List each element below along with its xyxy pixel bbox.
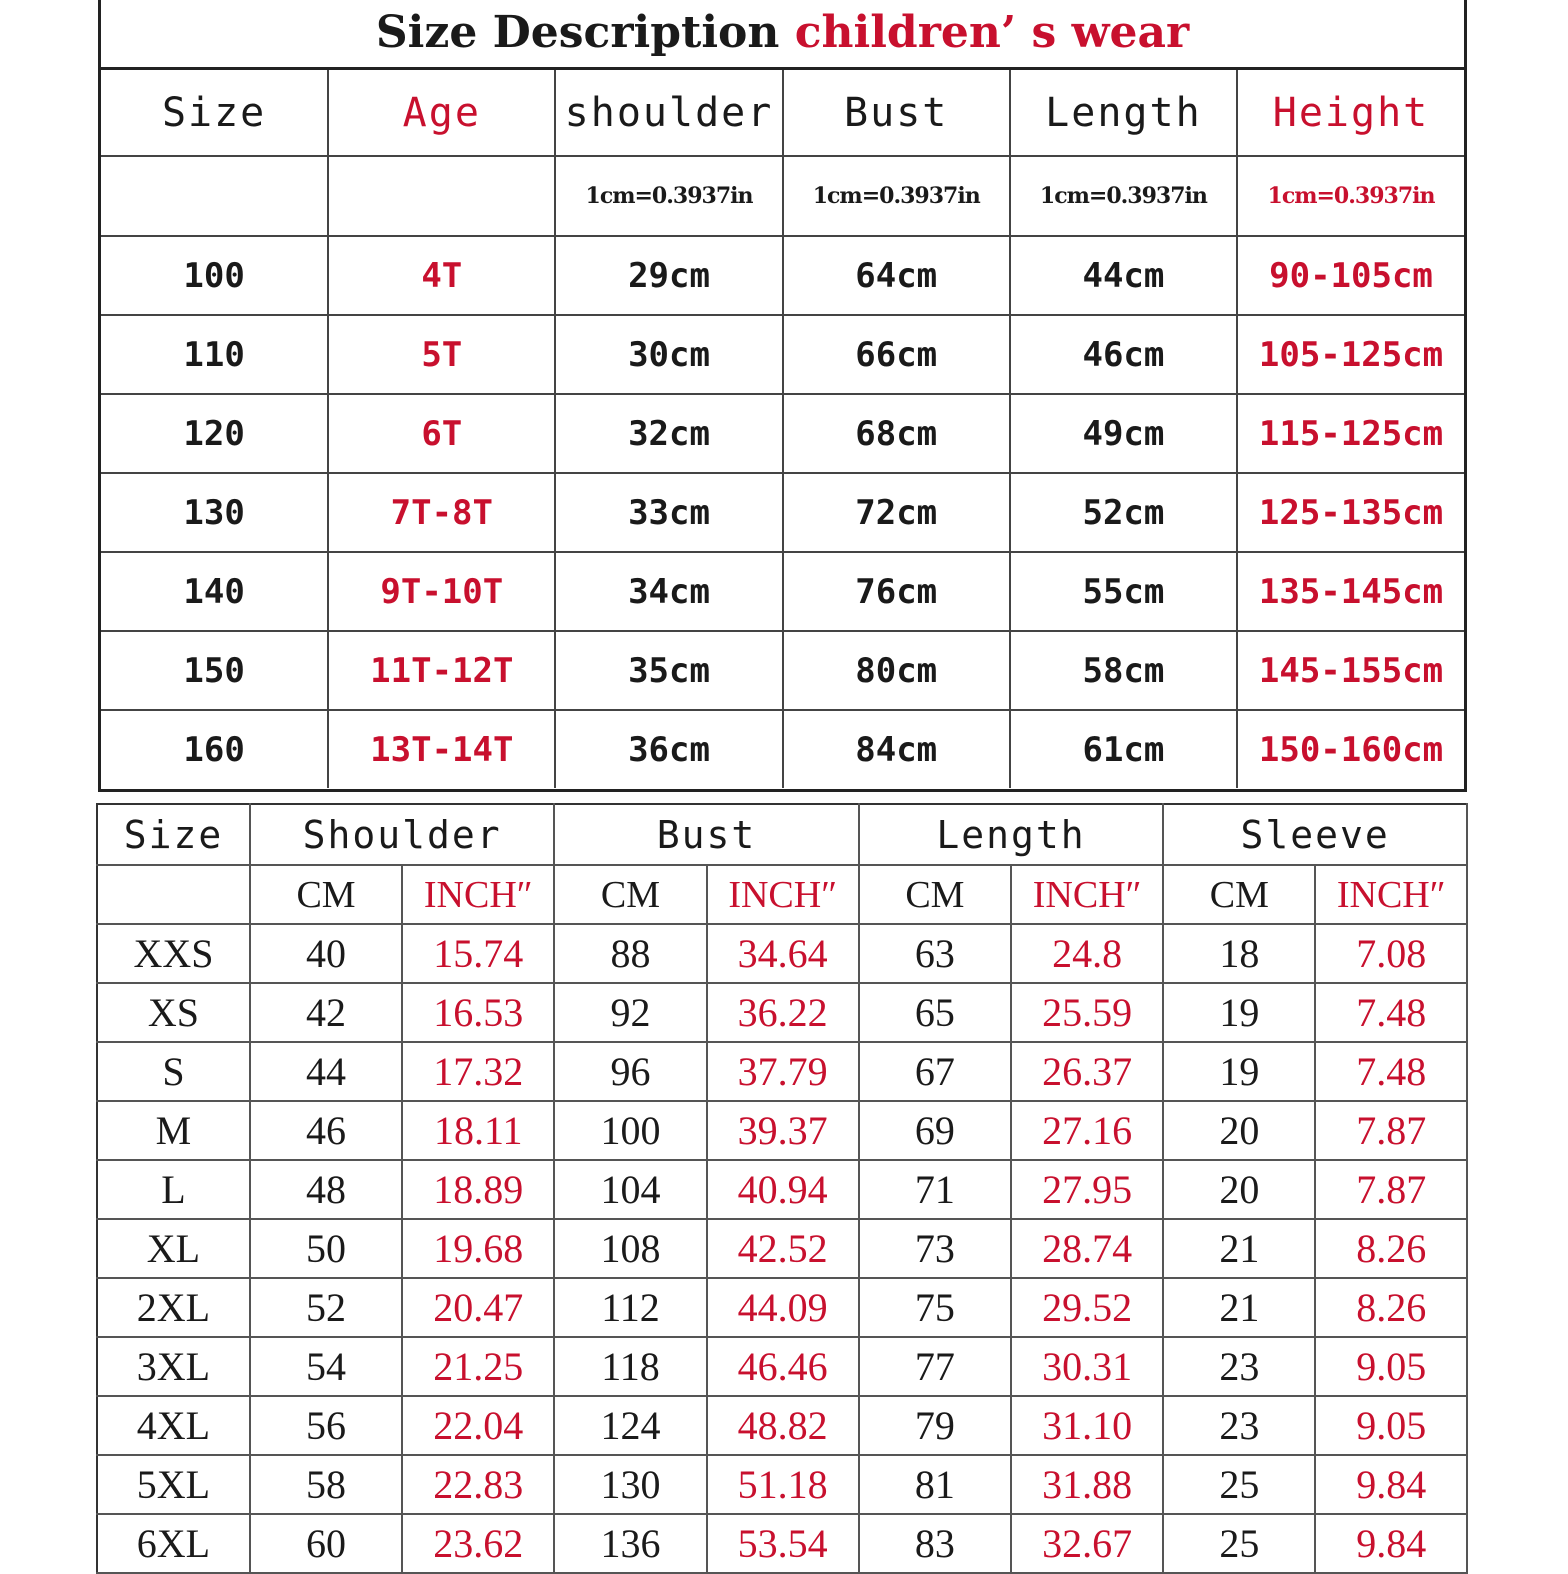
- size-cell: XL: [97, 1219, 250, 1278]
- size-cell: 2XL: [97, 1278, 250, 1337]
- bust-cm-cell: 104: [554, 1160, 706, 1219]
- header-age: Age: [328, 70, 555, 156]
- bust-inch-cell: 46.46: [707, 1337, 859, 1396]
- kids-table-row: [101, 473, 1464, 552]
- sleeve-cm-cell: 20: [1163, 1160, 1315, 1219]
- length-cell: 46cm: [1010, 315, 1237, 394]
- bust-cell: 84cm: [783, 710, 1010, 788]
- length-inch-cell: 26.37: [1011, 1042, 1163, 1101]
- header-shoulder: shoulder: [555, 70, 782, 156]
- group-header-shoulder: Shoulder: [250, 804, 554, 865]
- sleeve-inch-cell: 9.84: [1315, 1514, 1467, 1573]
- sleeve-inch-cell: 7.48: [1315, 983, 1467, 1042]
- bust-inch-cell: 40.94: [707, 1160, 859, 1219]
- length-inch-cell: 29.52: [1011, 1278, 1163, 1337]
- adult-table-row: [97, 983, 1467, 1042]
- bust-inch-cell: 39.37: [707, 1101, 859, 1160]
- kids-table-row: [101, 710, 1464, 788]
- size-cell: 140: [101, 552, 328, 631]
- shoulder-cm-cell: 56: [250, 1396, 402, 1455]
- adult-table-row: [97, 1101, 1467, 1160]
- length-inch-cell: 25.59: [1011, 983, 1163, 1042]
- shoulder-cm-cell: 48: [250, 1160, 402, 1219]
- adult-table-row: [97, 1455, 1467, 1514]
- kids-header-row: [101, 70, 1464, 156]
- bust-cm-cell: 118: [554, 1337, 706, 1396]
- shoulder-inch-cell: 23.62: [402, 1514, 554, 1573]
- bust-cell: 66cm: [783, 315, 1010, 394]
- unit-empty-size: [101, 156, 328, 236]
- sleeve-cm-cell: 21: [1163, 1219, 1315, 1278]
- adult-table-row: [97, 1514, 1467, 1573]
- length-inch-cell: 27.16: [1011, 1101, 1163, 1160]
- unit-header-cm: CM: [554, 865, 706, 924]
- height-cell: 115-125cm: [1237, 394, 1464, 473]
- bust-cm-cell: 136: [554, 1514, 706, 1573]
- sleeve-cm-cell: 25: [1163, 1455, 1315, 1514]
- length-inch-cell: 31.10: [1011, 1396, 1163, 1455]
- height-cell: 90-105cm: [1237, 236, 1464, 315]
- adult-table-row: [97, 1337, 1467, 1396]
- size-cell: 150: [101, 631, 328, 710]
- age-cell: 7T-8T: [328, 473, 555, 552]
- shoulder-cell: 36cm: [555, 710, 782, 788]
- group-header-sleeve: Sleeve: [1163, 804, 1467, 865]
- shoulder-inch-cell: 22.83: [402, 1455, 554, 1514]
- shoulder-cm-cell: 54: [250, 1337, 402, 1396]
- shoulder-cell: 30cm: [555, 315, 782, 394]
- kids-unit-row: [101, 156, 1464, 236]
- height-cell: 145-155cm: [1237, 631, 1464, 710]
- sleeve-cm-cell: 20: [1163, 1101, 1315, 1160]
- bust-inch-cell: 48.82: [707, 1396, 859, 1455]
- size-cell: 5XL: [97, 1455, 250, 1514]
- unit-note-shoulder: 1cm=0.3937in: [555, 156, 782, 236]
- shoulder-cell: 32cm: [555, 394, 782, 473]
- length-inch-cell: 31.88: [1011, 1455, 1163, 1514]
- header-length: Length: [1010, 70, 1237, 156]
- bust-inch-cell: 37.79: [707, 1042, 859, 1101]
- length-cm-cell: 63: [859, 924, 1011, 983]
- sleeve-inch-cell: 9.05: [1315, 1337, 1467, 1396]
- bust-cell: 76cm: [783, 552, 1010, 631]
- size-cell: XXS: [97, 924, 250, 983]
- shoulder-inch-cell: 17.32: [402, 1042, 554, 1101]
- size-cell: 120: [101, 394, 328, 473]
- bust-cell: 80cm: [783, 631, 1010, 710]
- length-cm-cell: 77: [859, 1337, 1011, 1396]
- bust-cm-cell: 112: [554, 1278, 706, 1337]
- size-cell: S: [97, 1042, 250, 1101]
- length-cm-cell: 73: [859, 1219, 1011, 1278]
- shoulder-inch-cell: 16.53: [402, 983, 554, 1042]
- sleeve-inch-cell: 7.87: [1315, 1160, 1467, 1219]
- length-cm-cell: 71: [859, 1160, 1011, 1219]
- shoulder-inch-cell: 22.04: [402, 1396, 554, 1455]
- adult-table-row: [97, 1278, 1467, 1337]
- length-inch-cell: 30.31: [1011, 1337, 1163, 1396]
- unit-header-inch: INCH″: [1011, 865, 1163, 924]
- group-header-bust: Bust: [554, 804, 858, 865]
- kids-table-row: [101, 315, 1464, 394]
- height-cell: 135-145cm: [1237, 552, 1464, 631]
- bust-inch-cell: 36.22: [707, 983, 859, 1042]
- length-cell: 55cm: [1010, 552, 1237, 631]
- size-cell: 130: [101, 473, 328, 552]
- kids-table-row: [101, 236, 1464, 315]
- shoulder-cell: 35cm: [555, 631, 782, 710]
- size-cell: 160: [101, 710, 328, 788]
- length-cm-cell: 67: [859, 1042, 1011, 1101]
- size-cell: 3XL: [97, 1337, 250, 1396]
- height-cell: 105-125cm: [1237, 315, 1464, 394]
- bust-cm-cell: 108: [554, 1219, 706, 1278]
- sleeve-inch-cell: 7.87: [1315, 1101, 1467, 1160]
- size-cell: 100: [101, 236, 328, 315]
- length-inch-cell: 28.74: [1011, 1219, 1163, 1278]
- kids-table-row: [101, 631, 1464, 710]
- age-cell: 11T-12T: [328, 631, 555, 710]
- bust-cell: 64cm: [783, 236, 1010, 315]
- unit-header-inch: INCH″: [1315, 865, 1467, 924]
- size-cell: L: [97, 1160, 250, 1219]
- sleeve-cm-cell: 23: [1163, 1337, 1315, 1396]
- length-inch-cell: 32.67: [1011, 1514, 1163, 1573]
- unit-header-cm: CM: [859, 865, 1011, 924]
- title-highlight: children’ s wear: [794, 7, 1190, 58]
- sleeve-cm-cell: 23: [1163, 1396, 1315, 1455]
- unit-header-inch: INCH″: [707, 865, 859, 924]
- sleeve-inch-cell: 8.26: [1315, 1278, 1467, 1337]
- length-cm-cell: 65: [859, 983, 1011, 1042]
- age-cell: 5T: [328, 315, 555, 394]
- length-cm-cell: 69: [859, 1101, 1011, 1160]
- shoulder-cell: 34cm: [555, 552, 782, 631]
- title-text: Size Description: [375, 7, 780, 58]
- length-cm-cell: 81: [859, 1455, 1011, 1514]
- length-cm-cell: 79: [859, 1396, 1011, 1455]
- sleeve-inch-cell: 9.84: [1315, 1455, 1467, 1514]
- age-cell: 4T: [328, 236, 555, 315]
- bust-cell: 72cm: [783, 473, 1010, 552]
- unit-header-empty: [97, 865, 250, 924]
- kids-table-row: [101, 552, 1464, 631]
- unit-empty-age: [328, 156, 555, 236]
- adult-table-row: [97, 1219, 1467, 1278]
- unit-note-height: 1cm=0.3937in: [1237, 156, 1464, 236]
- unit-header-cm: CM: [1163, 865, 1315, 924]
- size-cell: 4XL: [97, 1396, 250, 1455]
- length-cell: 49cm: [1010, 394, 1237, 473]
- unit-header-inch: INCH″: [402, 865, 554, 924]
- sleeve-inch-cell: 9.05: [1315, 1396, 1467, 1455]
- adult-group-header-row: [97, 804, 1467, 865]
- shoulder-cm-cell: 60: [250, 1514, 402, 1573]
- sleeve-inch-cell: 7.48: [1315, 1042, 1467, 1101]
- bust-cell: 68cm: [783, 394, 1010, 473]
- adult-unit-header-row: [97, 865, 1467, 924]
- bust-inch-cell: 42.52: [707, 1219, 859, 1278]
- shoulder-cell: 29cm: [555, 236, 782, 315]
- shoulder-inch-cell: 18.89: [402, 1160, 554, 1219]
- size-cell: 6XL: [97, 1514, 250, 1573]
- unit-note-bust: 1cm=0.3937in: [783, 156, 1010, 236]
- shoulder-cm-cell: 58: [250, 1455, 402, 1514]
- height-cell: 125-135cm: [1237, 473, 1464, 552]
- sleeve-inch-cell: 7.08: [1315, 924, 1467, 983]
- header-height: Height: [1237, 70, 1464, 156]
- age-cell: 6T: [328, 394, 555, 473]
- size-cell: XS: [97, 983, 250, 1042]
- adult-table-row: [97, 1042, 1467, 1101]
- sleeve-cm-cell: 18: [1163, 924, 1315, 983]
- shoulder-cm-cell: 44: [250, 1042, 402, 1101]
- shoulder-cm-cell: 40: [250, 924, 402, 983]
- bust-cm-cell: 100: [554, 1101, 706, 1160]
- shoulder-inch-cell: 21.25: [402, 1337, 554, 1396]
- adult-table-row: [97, 1160, 1467, 1219]
- bust-inch-cell: 44.09: [707, 1278, 859, 1337]
- sleeve-cm-cell: 19: [1163, 1042, 1315, 1101]
- kids-table-title: [101, 0, 1464, 70]
- group-header-size: Size: [97, 804, 250, 865]
- shoulder-cm-cell: 52: [250, 1278, 402, 1337]
- adult-size-table: [96, 803, 1468, 1574]
- length-cell: 52cm: [1010, 473, 1237, 552]
- bust-cm-cell: 92: [554, 983, 706, 1042]
- header-size: Size: [101, 70, 328, 156]
- length-cm-cell: 83: [859, 1514, 1011, 1573]
- kids-table-row: [101, 394, 1464, 473]
- bust-cm-cell: 124: [554, 1396, 706, 1455]
- sleeve-inch-cell: 8.26: [1315, 1219, 1467, 1278]
- shoulder-inch-cell: 18.11: [402, 1101, 554, 1160]
- size-cell: M: [97, 1101, 250, 1160]
- shoulder-cm-cell: 46: [250, 1101, 402, 1160]
- kids-table-grid: [101, 70, 1464, 788]
- sleeve-cm-cell: 19: [1163, 983, 1315, 1042]
- shoulder-inch-cell: 20.47: [402, 1278, 554, 1337]
- bust-cm-cell: 130: [554, 1455, 706, 1514]
- length-cell: 58cm: [1010, 631, 1237, 710]
- length-cell: 44cm: [1010, 236, 1237, 315]
- length-inch-cell: 27.95: [1011, 1160, 1163, 1219]
- adult-table-row: [97, 924, 1467, 983]
- size-cell: 110: [101, 315, 328, 394]
- age-cell: 9T-10T: [328, 552, 555, 631]
- height-cell: 150-160cm: [1258, 729, 1444, 770]
- unit-header-cm: CM: [250, 865, 402, 924]
- bust-inch-cell: 53.54: [707, 1514, 859, 1573]
- shoulder-inch-cell: 15.74: [402, 924, 554, 983]
- shoulder-inch-cell: 19.68: [402, 1219, 554, 1278]
- sleeve-cm-cell: 25: [1163, 1514, 1315, 1573]
- unit-note-length: 1cm=0.3937in: [1010, 156, 1237, 236]
- shoulder-cm-cell: 50: [250, 1219, 402, 1278]
- bust-cm-cell: 96: [554, 1042, 706, 1101]
- shoulder-cell: 33cm: [555, 473, 782, 552]
- adult-table-row: [97, 1396, 1467, 1455]
- age-cell: 13T-14T: [328, 710, 555, 788]
- length-inch-cell: 24.8: [1011, 924, 1163, 983]
- header-bust: Bust: [783, 70, 1010, 156]
- group-header-length: Length: [859, 804, 1163, 865]
- bust-cm-cell: 88: [554, 924, 706, 983]
- sleeve-cm-cell: 21: [1163, 1278, 1315, 1337]
- bust-inch-cell: 34.64: [707, 924, 859, 983]
- bust-inch-cell: 51.18: [707, 1455, 859, 1514]
- length-cm-cell: 75: [859, 1278, 1011, 1337]
- shoulder-cm-cell: 42: [250, 983, 402, 1042]
- kids-size-table: [98, 0, 1467, 792]
- length-cell: 61cm: [1010, 710, 1237, 788]
